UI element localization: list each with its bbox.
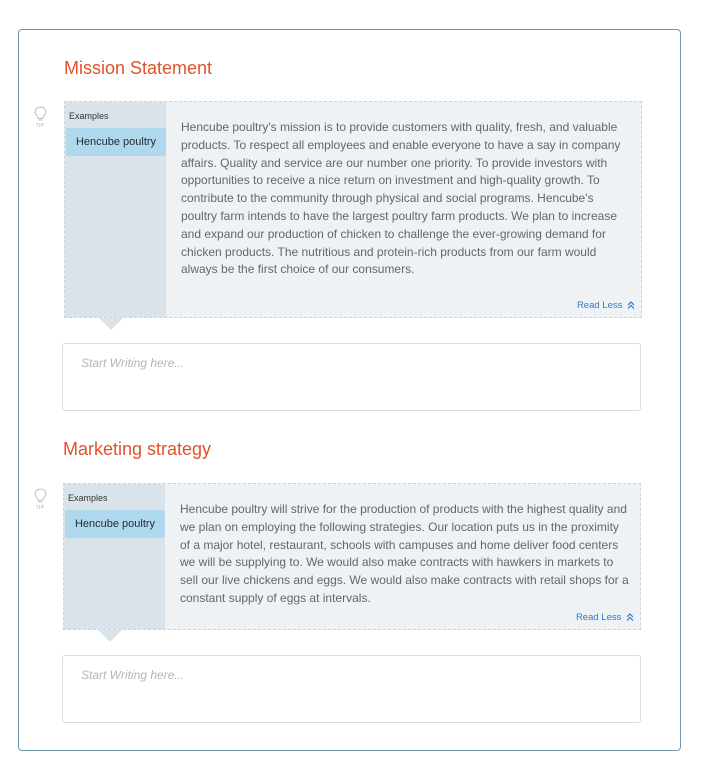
- section-title-mission: Mission Statement: [64, 58, 213, 78]
- examples-pointer: [98, 630, 122, 642]
- read-less-link[interactable]: [576, 612, 634, 623]
- read-less-label: Read Less: [575, 612, 622, 623]
- examples-sidebar: [65, 102, 166, 317]
- examples-label: Examples: [68, 493, 108, 503]
- examples-panel: [64, 101, 642, 318]
- read-less-label: Read Less: [576, 300, 623, 311]
- lightbulb-icon: [34, 488, 47, 504]
- tip-indicator[interactable]: [33, 488, 47, 511]
- section-title-marketing: Marketing strategy: [63, 439, 212, 459]
- tip-label: TIP: [35, 123, 45, 129]
- mission-statement-input[interactable]: [62, 343, 641, 411]
- example-tab-hencube[interactable]: Hencube poultry: [66, 128, 166, 156]
- double-chevron-up-icon: [627, 301, 635, 309]
- example-tab-hencube[interactable]: Hencube poultry: [65, 510, 165, 538]
- examples-panel: [63, 483, 641, 630]
- lightbulb-icon: [34, 106, 47, 122]
- examples-label: Examples: [69, 111, 109, 121]
- tip-indicator[interactable]: [33, 106, 47, 129]
- example-text: Hencube poultry's mission is to provide customers with quality, fresh, and valuable products. To respect all employees and enable everyone to have a say in company affairs. Quality and service are our number one priority. To provide investors with opportunities to receive a nice return on investment and high-quality growth. To contribute to the community through physical and social programs. Hencube's poultry farm intends to have the largest poultry farm products. We plan to increase and expand our production of chicken to challenge the ever-growing demand for chicken products. The nutritious and protein-rich products from our farm would always be the first choice of our consumers.: [181, 120, 621, 277]
- read-less-link[interactable]: [577, 300, 635, 311]
- marketing-strategy-input[interactable]: [62, 655, 641, 723]
- business-plan-card: [18, 29, 681, 751]
- example-text: Hencube poultry will strive for the production of products with the highest quality and we plan on employing the following strategies. Our location puts us in the proximity of a major hotel, restaurant, schools with campuses and home deliver food centers we will be supplying to. We would also make contracts with hawkers in markets to sell our live chickens and eggs. We would also make contracts with retail shops for a constant supply of eggs at intervals.: [180, 502, 629, 605]
- examples-sidebar: [64, 484, 165, 629]
- examples-pointer: [99, 318, 123, 330]
- double-chevron-up-icon: [626, 613, 634, 621]
- tip-label: TIP: [35, 505, 45, 511]
